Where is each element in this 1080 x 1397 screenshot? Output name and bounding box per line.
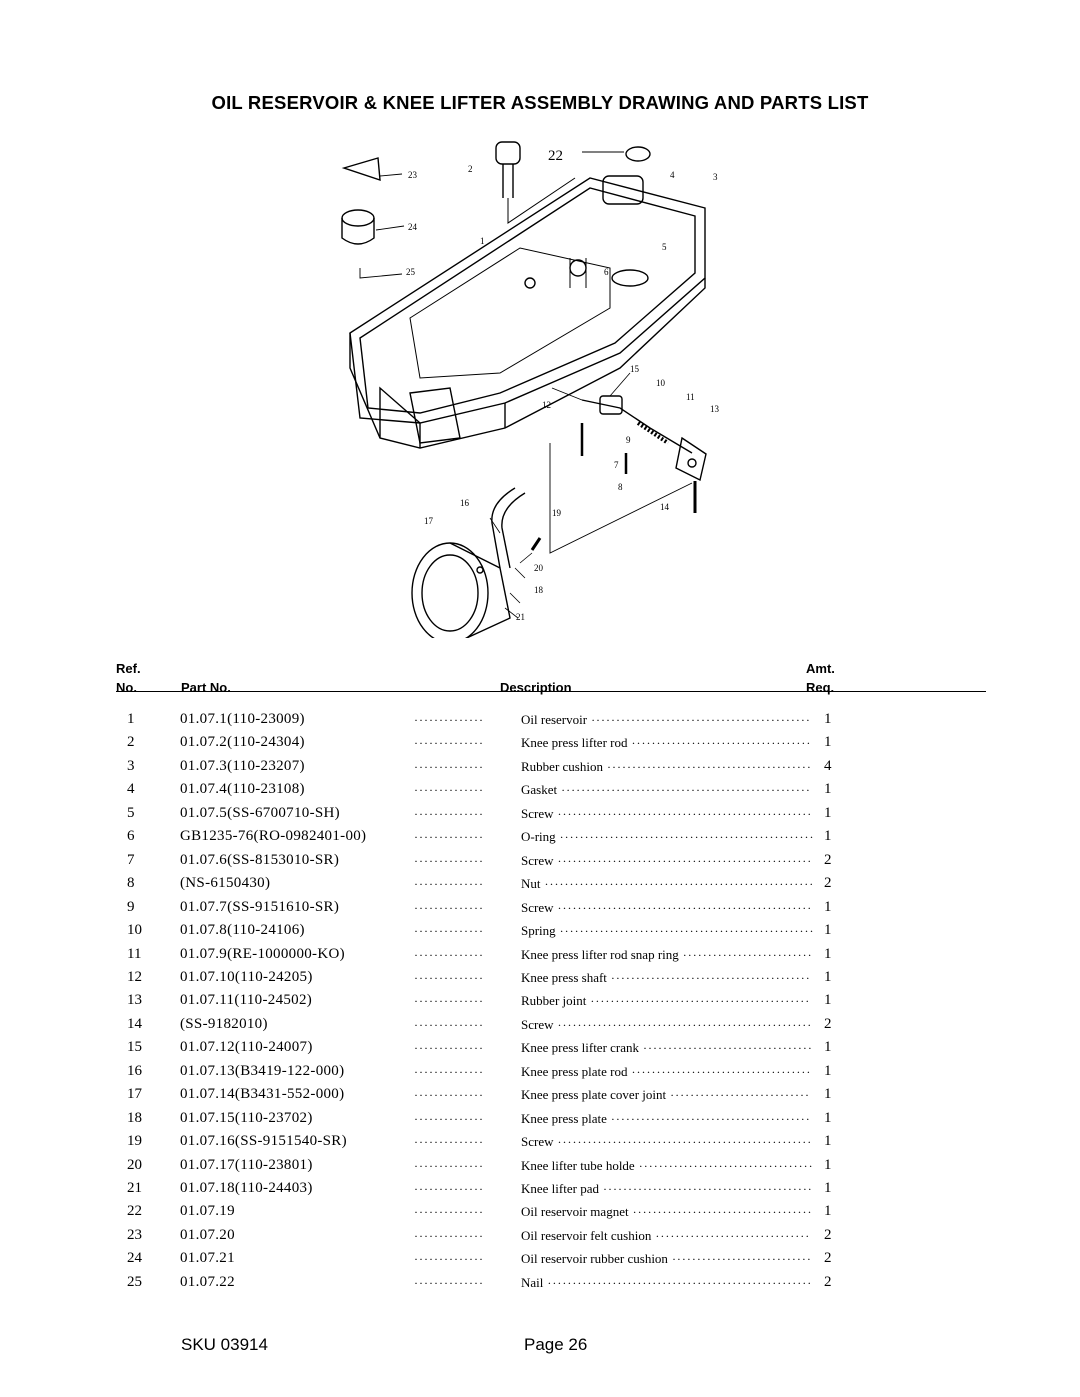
leader-dots: ········································ (610, 1111, 811, 1126)
leader-dots: ······························· (655, 1228, 811, 1243)
ref-number: 8 (127, 875, 135, 892)
leader-dots: ··················································· (557, 806, 813, 821)
part-description: O-ring (521, 829, 556, 845)
leader-dots: ·············· (414, 900, 484, 915)
table-row (0, 1250, 1080, 1272)
svg-text:8: 8 (618, 482, 623, 492)
amount-required: 1 (824, 1086, 832, 1103)
svg-text:13: 13 (710, 404, 719, 414)
svg-text:17: 17 (424, 516, 433, 526)
ref-number: 4 (127, 781, 135, 798)
table-row (0, 1063, 1080, 1085)
part-description: Knee press shaft (521, 969, 607, 985)
svg-text:15: 15 (630, 364, 639, 374)
leader-dots: ·············· (414, 806, 484, 821)
ref-number: 1 (127, 711, 135, 727)
part-description: Oil reservoir felt cushion (521, 1227, 652, 1243)
svg-text:23: 23 (408, 170, 417, 180)
part-number: 01.07.13(B3419-122-000) (180, 1062, 345, 1079)
part-description: Gasket (521, 782, 558, 798)
svg-text:25: 25 (406, 267, 415, 277)
part-description: Knee press plate rod (521, 1063, 628, 1079)
part-description: Nut (521, 876, 541, 892)
amount-required: 1 (824, 1203, 832, 1220)
svg-text:21: 21 (516, 612, 525, 622)
leader-dots: ·············· (414, 1017, 484, 1032)
leader-dots: ·············· (414, 853, 484, 868)
part-number: 01.07.16(SS-9151540-SR) (180, 1133, 347, 1150)
amount-required: 2 (824, 851, 832, 868)
part-number: 01.07.20 (180, 1226, 235, 1243)
svg-text:11: 11 (686, 392, 695, 402)
table-row (0, 852, 1080, 874)
table-row (0, 946, 1080, 968)
amount-required: 1 (824, 1039, 832, 1056)
part-description: Screw (521, 852, 554, 868)
table-row (0, 992, 1080, 1014)
leader-dots: ·············· (414, 994, 484, 1009)
svg-text:1: 1 (480, 236, 485, 246)
table-row (0, 1086, 1080, 1108)
part-number: GB1235-76(RO-0982401-00) (180, 828, 367, 845)
amount-required: 2 (824, 1015, 832, 1032)
leader-dots: ···································· (631, 736, 812, 751)
svg-text:24: 24 (408, 222, 417, 232)
leader-dots: ·············· (414, 1135, 484, 1150)
amount-required: 1 (824, 898, 832, 915)
part-number: 01.07.4(110-23108) (180, 781, 305, 798)
table-row (0, 828, 1080, 850)
table-row (0, 805, 1080, 827)
table-row (0, 1157, 1080, 1179)
leader-dots: ·········································· (602, 1182, 813, 1196)
table-row (0, 1016, 1080, 1038)
leader-dots: ···································· (631, 1064, 812, 1079)
ref-number: 5 (127, 804, 135, 821)
leader-dots: ···································· (632, 1205, 813, 1220)
leader-dots: ·············· (414, 924, 484, 939)
part-description: Screw (521, 805, 554, 821)
amount-required: 1 (824, 922, 832, 939)
ref-number: 14 (127, 1015, 142, 1032)
part-number: 01.07.22 (180, 1273, 235, 1290)
assembly-drawing (320, 138, 740, 638)
part-description: Screw (521, 1134, 554, 1150)
ref-number: 18 (127, 1109, 142, 1126)
leader-dots: ·············· (414, 1064, 484, 1079)
amount-required: 1 (824, 945, 832, 962)
leader-dots: ········································ (610, 970, 811, 985)
leader-dots: ·············· (414, 1158, 484, 1173)
leader-dots: ·························· (682, 947, 813, 962)
svg-text:9: 9 (626, 435, 631, 445)
amount-required: 1 (824, 1180, 832, 1196)
table-row (0, 1203, 1080, 1225)
part-number: 01.07.17(110-23801) (180, 1156, 313, 1173)
leader-dots: ·············· (414, 1228, 484, 1243)
part-number: 01.07.14(B3431-552-000) (180, 1086, 345, 1103)
part-description: Knee press plate (521, 1110, 607, 1126)
svg-text:19: 19 (552, 508, 561, 518)
leader-dots: ··················································· (557, 900, 813, 915)
ref-number: 13 (127, 992, 142, 1009)
table-row (0, 922, 1080, 944)
header-description: Description (500, 680, 572, 695)
part-number: 01.07.8(110-24106) (180, 922, 305, 939)
part-number: 01.07.2(110-24304) (180, 734, 305, 751)
leader-dots: ·············· (414, 1182, 484, 1196)
table-row (0, 781, 1080, 803)
leader-dots: ·············· (414, 1275, 484, 1290)
part-description: Knee press plate cover joint (521, 1087, 667, 1103)
part-description: Oil reservoir rubber cushion (521, 1251, 668, 1267)
header-ref-top: Ref. (116, 661, 141, 676)
amount-required: 2 (824, 1273, 832, 1290)
ref-number: 21 (127, 1180, 142, 1196)
leader-dots: ·············· (414, 970, 484, 985)
ref-number: 17 (127, 1086, 142, 1103)
leader-dots: ··································· (638, 1158, 814, 1173)
ref-number: 3 (127, 757, 135, 774)
table-row (0, 1274, 1080, 1296)
leader-dots: ········································· (606, 759, 812, 774)
part-number: 01.07.15(110-23702) (180, 1109, 313, 1126)
part-number: 01.07.19 (180, 1203, 235, 1220)
leader-dots: ··················································· (557, 1017, 813, 1032)
ref-number: 9 (127, 898, 135, 915)
ref-number: 20 (127, 1156, 142, 1173)
svg-text:10: 10 (656, 378, 665, 388)
ref-number: 2 (127, 734, 135, 751)
page-title: OIL RESERVOIR & KNEE LIFTER ASSEMBLY DRAWING AND PARTS LIST (211, 92, 869, 113)
amount-required: 1 (824, 1062, 832, 1079)
leader-dots: ·············· (414, 877, 484, 892)
sku-label: SKU 03914 (181, 1335, 268, 1354)
header-part-no: Part No. (181, 680, 231, 695)
leader-dots: ·············· (414, 713, 484, 727)
amount-required: 2 (824, 875, 832, 892)
leader-dots: ·············· (414, 736, 484, 751)
leader-dots: ·············· (414, 1111, 484, 1126)
svg-text:2: 2 (468, 164, 473, 174)
amount-required: 2 (824, 1250, 832, 1267)
svg-text:16: 16 (460, 498, 469, 508)
ref-number: 23 (127, 1226, 142, 1243)
ref-number: 16 (127, 1062, 142, 1079)
amount-required: 1 (824, 1133, 832, 1150)
amount-required: 1 (824, 828, 832, 845)
ref-number: 19 (127, 1133, 142, 1150)
part-description: Knee press lifter crank (521, 1040, 640, 1056)
part-number: 01.07.3(110-23207) (180, 757, 305, 774)
part-description: Knee lifter tube holde (521, 1157, 635, 1173)
svg-text:7: 7 (614, 460, 619, 470)
part-description: Knee lifter pad (521, 1181, 599, 1196)
table-row (0, 1133, 1080, 1155)
ref-number: 6 (127, 828, 135, 845)
ref-number: 15 (127, 1039, 142, 1056)
part-number: 01.07.11(110-24502) (180, 992, 313, 1009)
svg-text:18: 18 (534, 585, 543, 595)
ref-number: 12 (127, 968, 142, 985)
svg-text:20: 20 (534, 563, 543, 573)
leader-dots: ············································ (591, 713, 811, 727)
table-row (0, 875, 1080, 897)
part-description: Spring (521, 923, 556, 939)
ref-number: 24 (127, 1250, 142, 1267)
part-description: Nail (521, 1274, 544, 1290)
leader-dots: ···························· (671, 1252, 812, 1267)
ref-number: 11 (127, 945, 142, 962)
table-row (0, 711, 1080, 733)
part-number: (SS-9182010) (180, 1015, 268, 1032)
amount-required: 4 (824, 757, 832, 774)
svg-text:14: 14 (660, 502, 669, 512)
table-row (0, 1110, 1080, 1132)
leader-dots: ············································ (590, 994, 811, 1009)
part-number: 01.07.1(110-23009) (180, 711, 305, 727)
header-amt-top: Amt. (806, 661, 835, 676)
header-rule (116, 691, 986, 692)
part-description: Rubber cushion (521, 758, 603, 774)
leader-dots: ·············· (414, 759, 484, 774)
leader-dots: ······················································ (544, 877, 815, 892)
leader-dots: ·············· (414, 1088, 484, 1103)
svg-text:5: 5 (662, 242, 667, 252)
part-description: Rubber joint (521, 993, 587, 1009)
part-number: 01.07.7(SS-9151610-SR) (180, 898, 340, 915)
leader-dots: ·············· (414, 1041, 484, 1056)
header-amt-bottom: Req. (806, 680, 835, 695)
table-row (0, 758, 1080, 780)
ref-number: 10 (127, 922, 142, 939)
svg-text:3: 3 (713, 172, 718, 182)
amount-required: 1 (824, 1109, 832, 1126)
leader-dots: ·············· (414, 1205, 484, 1220)
leader-dots: ·············· (414, 1252, 484, 1267)
table-row (0, 1039, 1080, 1061)
ref-number: 22 (127, 1203, 142, 1220)
amount-required: 1 (824, 992, 832, 1009)
table-row (0, 1180, 1080, 1202)
amount-required: 1 (824, 804, 832, 821)
table-row (0, 734, 1080, 756)
leader-dots: ·············· (414, 783, 484, 798)
part-number: 01.07.5(SS-6700710-SH) (180, 804, 340, 821)
svg-text:12: 12 (542, 400, 551, 410)
leader-dots: ·············· (414, 830, 484, 845)
amount-required: 1 (824, 781, 832, 798)
page-number: Page 26 (524, 1335, 588, 1354)
svg-text:6: 6 (604, 267, 609, 277)
amount-required: 1 (824, 968, 832, 985)
leader-dots: ··················································· (557, 1135, 813, 1150)
table-row (0, 1227, 1080, 1249)
part-description: Knee press lifter rod snap ring (521, 946, 679, 962)
amount-required: 1 (824, 711, 832, 727)
part-description: Oil reservoir magnet (521, 1204, 629, 1220)
leader-dots: ··················································· (559, 830, 815, 845)
leader-dots: ····················································· (547, 1275, 813, 1290)
svg-text:4: 4 (670, 170, 675, 180)
part-number: 01.07.18(110-24403) (180, 1180, 313, 1196)
part-number: 01.07.9(RE-1000000-KO) (180, 945, 345, 962)
table-row (0, 969, 1080, 991)
header-ref-bottom: No. (116, 680, 137, 695)
leader-dots: ···························· (670, 1088, 811, 1103)
part-number: 01.07.6(SS-8153010-SR) (180, 851, 340, 868)
amount-required: 1 (824, 734, 832, 751)
ref-number: 7 (127, 851, 135, 868)
leader-dots: ··················································· (557, 853, 813, 868)
part-number: 01.07.21 (180, 1250, 235, 1267)
ref-number: 25 (127, 1273, 142, 1290)
leader-dots: ·································· (643, 1041, 813, 1056)
part-number: 01.07.10(110-24205) (180, 968, 313, 985)
part-number: 01.07.12(110-24007) (180, 1039, 313, 1056)
table-row (0, 899, 1080, 921)
part-description: Screw (521, 1016, 554, 1032)
leader-dots: ··················································· (559, 924, 815, 939)
svg-text:22: 22 (548, 148, 563, 164)
part-description: Knee press lifter rod (521, 735, 628, 751)
amount-required: 2 (824, 1226, 832, 1243)
amount-required: 1 (824, 1156, 832, 1173)
leader-dots: ·············· (414, 947, 484, 962)
part-description: Oil reservoir (521, 712, 588, 727)
part-description: Screw (521, 899, 554, 915)
leader-dots: ·················································· (561, 783, 811, 798)
part-number: (NS-6150430) (180, 875, 271, 892)
